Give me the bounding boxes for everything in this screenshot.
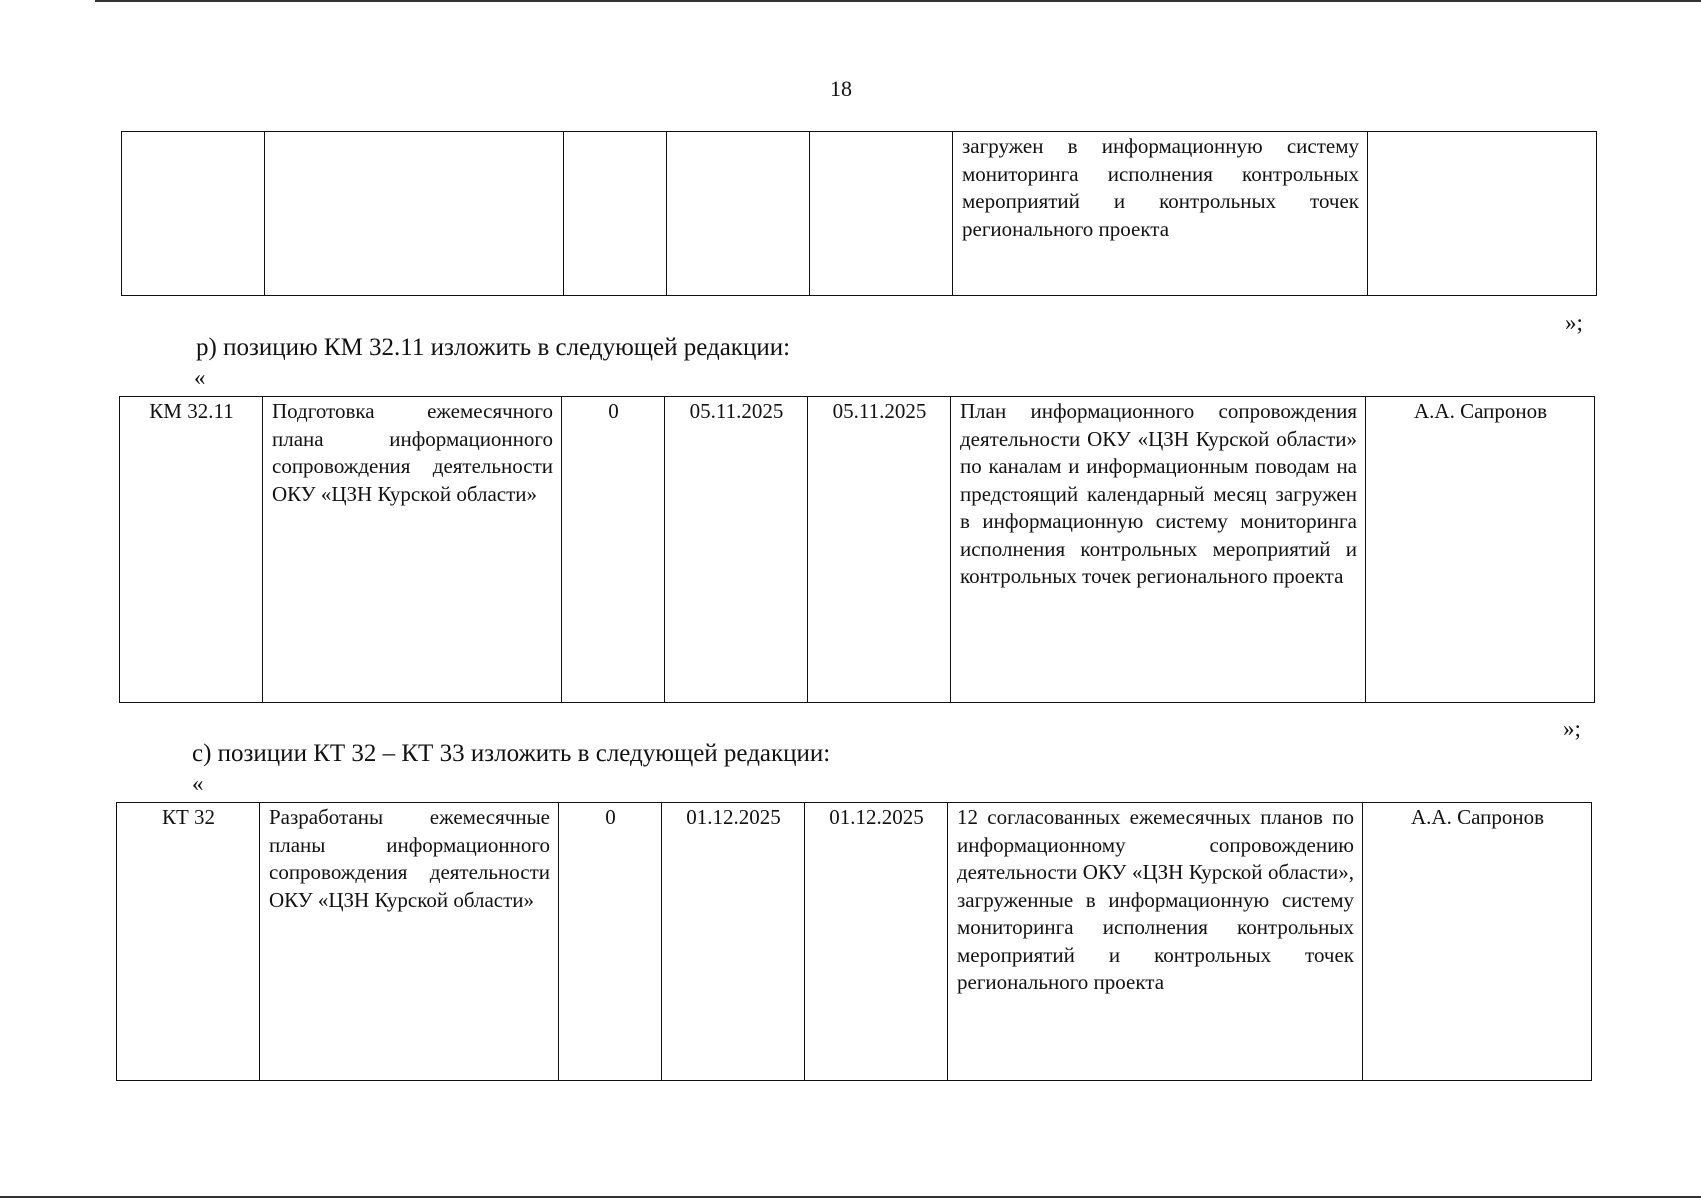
responsible-cell: А.А. Сапронов	[1366, 397, 1595, 703]
table-row	[122, 132, 1597, 296]
closing-quote: »;	[1565, 310, 1583, 335]
start-date-cell	[667, 132, 810, 296]
end-date-cell	[810, 132, 953, 296]
scan-top-edge	[95, 0, 1701, 2]
kt-32-table	[116, 802, 1592, 1081]
code-cell	[122, 132, 265, 296]
end-date-cell: 05.11.2025	[808, 397, 951, 703]
result-cell: загружен в информационную систему мониторинга исполнения контрольных мероприятий и контрольных точек регионального проекта	[953, 132, 1368, 296]
code-cell: КМ 32.11	[120, 397, 263, 703]
end-date-cell: 01.12.2025	[805, 803, 948, 1081]
value-cell	[564, 132, 667, 296]
scan-bottom-edge	[0, 1196, 1701, 1198]
table-row	[117, 803, 1592, 1081]
name-cell: Подготовка ежемесячного плана информационного сопровождения деятельности ОКУ «ЦЗН Курской области»	[263, 397, 562, 703]
value-cell: 0	[559, 803, 662, 1081]
km-32-11-table	[119, 396, 1595, 703]
result-cell: План информационного сопровождения деятельности ОКУ «ЦЗН Курской области» по каналам и информационным поводам на предстоящий календарный месяц загружен в информационную систему мониторинга исполнения контрольных мероприятий и контрольных точек регионального проекта	[951, 397, 1366, 703]
start-date-cell: 05.11.2025	[665, 397, 808, 703]
section-heading-p: р) позицию КМ 32.11 изложить в следующей редакции:	[196, 334, 791, 361]
section-heading-s: с) позиции КТ 32 – КТ 33 изложить в следующей редакции:	[192, 740, 831, 767]
closing-quote: »;	[1563, 716, 1581, 741]
name-cell	[265, 132, 564, 296]
continuation-table	[121, 131, 1597, 296]
opening-quote: «	[194, 365, 206, 390]
result-cell: 12 согласованных ежемесячных планов по информационному сопровождению деятельности ОКУ «ЦЗН Курской области», загруженные в информационную систему мониторинга исполнения контрольных мероприятий и контрольных точек регионального проекта	[948, 803, 1363, 1081]
code-cell: КТ 32	[117, 803, 260, 1081]
responsible-cell	[1368, 132, 1597, 296]
responsible-cell: А.А. Сапронов	[1363, 803, 1592, 1081]
opening-quote: «	[192, 771, 204, 796]
value-cell: 0	[562, 397, 665, 703]
start-date-cell: 01.12.2025	[662, 803, 805, 1081]
table-row	[120, 397, 1595, 703]
page-number: 18	[830, 76, 852, 101]
name-cell: Разработаны ежемесячные планы информационного сопровождения деятельности ОКУ «ЦЗН Курской области»	[260, 803, 559, 1081]
